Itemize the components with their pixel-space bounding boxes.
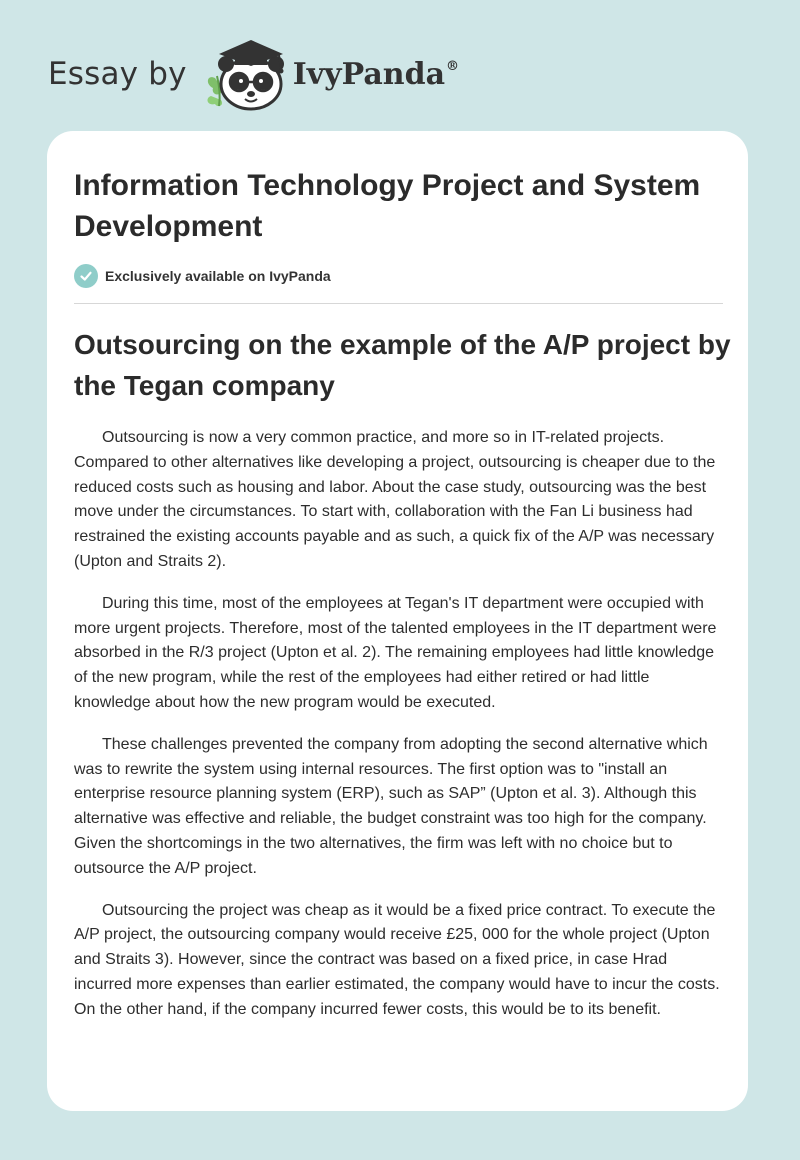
exclusive-badge: [74, 264, 331, 288]
paragraph: During this time, most of the employees at Tegan's IT department were occupied with more urgent projects. Therefore, most of the talented employees in the IT department were absorbed in the R/3 project (Upton et al. 2). The remaining employees had little knowledge of the new program, while the rest of the employees had either retired or had little knowledge about how the new program would be executed.: [74, 594, 717, 711]
essay-card: [47, 131, 748, 1111]
section-heading: Outsourcing on the example of the A/P project by the Tegan company: [74, 329, 731, 401]
paragraph: Outsourcing is now a very common practice, and more so in IT-related projects. Compared to other alternatives like developing a project, outsourcing is cheaper due to the reduced costs such as housing and labor. About the case study, outsourcing was the best move under the circumstances. To start with, collaboration with the Fan Li business had restrained the existing accounts payable and as such, a quick fix of the A/P was necessary (Upton and Straits 2).: [74, 429, 716, 570]
brand-name[interactable]: [293, 57, 459, 92]
paragraph: Outsourcing the project was cheap as it would be a fixed price contract. To execute the A/P project, the outsourcing company would receive £25, 000 for the whole project (Upton and Straits 3). However, since the contract was based on a fixed price, in case Hrad incurred more expenses than earlier estimated, the company would have to incur the costs. On the other hand, if the company incurred fewer costs, this would be to its benefit.: [74, 901, 720, 1018]
brand-text: IvyPanda: [292, 56, 446, 92]
essay-body: [74, 426, 724, 1040]
exclusive-badge-label: Exclusively available on IvyPanda: [105, 268, 331, 284]
panda-graduate-logo-icon[interactable]: [201, 36, 289, 112]
site-header: [48, 34, 459, 114]
essay-title: Information Technology Project and System Development: [74, 169, 701, 243]
essay-by-label: Essay by: [48, 56, 187, 92]
divider: [74, 303, 723, 304]
registered-mark: ®: [446, 58, 460, 74]
check-icon: [74, 264, 98, 288]
paragraph: These challenges prevented the company from adopting the second alternative which was to rewrite the system using internal resources. The first option was to "install an enterprise resource planning system (ERP), such as SAP” (Upton et al. 3). Although this alternative was effective and reliable, the budget constraint was too high for the company. Given the shortcomings in the two alternatives, the firm was left with no choice but to outsource the A/P project.: [74, 735, 708, 877]
